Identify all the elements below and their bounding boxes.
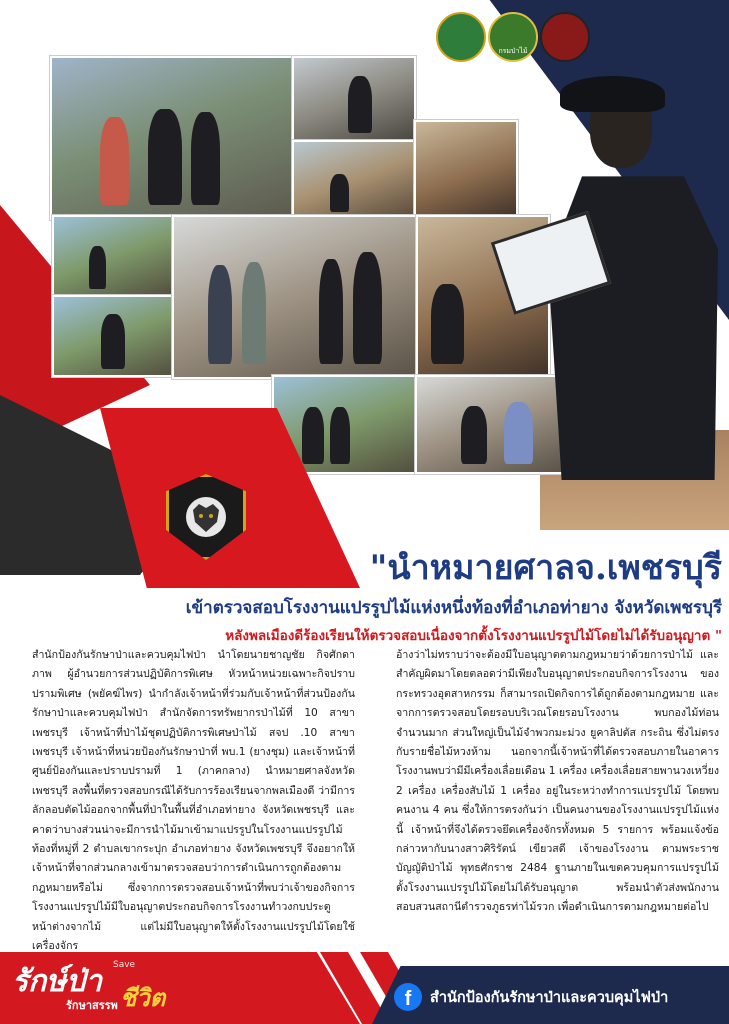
photo-timber-pile [414, 120, 518, 220]
red-subtitle: หลังพลเมืองดีร้องเรียนให้ตรวจสอบเนื่องจากตั้งโรงงานแปรรูปไม้โดยไม่ได้รับอนุญาต " [225, 628, 722, 644]
brand-life-text: ชีวิต [120, 983, 166, 1012]
photo-officers-meeting [292, 56, 416, 142]
article-column-left [32, 646, 355, 957]
subheadline: เข้าตรวจสอบโรงงานแปรรูปไม้แห่งหนึ่งท้องที่อำเภอท่ายาง จังหวัดเพชรบุรี [185, 598, 722, 618]
photo-document-signing [415, 375, 564, 474]
photo-logs-yard [52, 215, 174, 297]
photo-officers-field [50, 56, 294, 220]
logo2-label: กรมป่าไม้ [498, 46, 528, 55]
article-column-right [396, 646, 719, 918]
officer-cap [560, 76, 665, 112]
article-paragraph-right: อ้างว่าไม่ทราบว่าจะต้องมีใบอนุญาตตามกฎหมายว่าด้วยการป่าไม้ และสำคัญผิดมาโดยตลอดว่ามีเพียงใบอนุญาตประกอบกิจการโรงงาน ของกระทรวงอุตสาหกรรม ก็สามารถเปิดกิจการได้ถูกต้องตามกฎหมาย และจากการตรวจสอบโดยรอบบริเวณโดยรอบโรงงาน พบกองไม้ท่อนจำนวนมาก ส่วนใหญ่เป็นไม้จำพวกมะม่วง ยูคาลิปตัส กระถิน ซึ่งไม่ตรงกับรายชื่อไม้หวงห้าม นอกจากนี้เจ้าหน้าที่ได้ตรวจสอบภายในอาคารโรงงานพบว่ามีมีเครื่องเลื่อยเดือน 1 เครื่อง เครื่องเลื่อยสายพานวงเหวี่ยง 2 เครื่อง เครื่องสับไม้ 1 เครื่อง อยู่ในระหว่างทำการแปรรูปไม้ โดยพบคนงาน 4 คน ซึ่งให้การตรงกันว่า เป็นคนงานของโรงงานแปรรูปไม้แห่งนี้ เจ้าหน้าที่จึงได้ตรวจยึดเครื่องจักรทั้งหมด 5 รายการ พร้อมแจ้งข้อกล่าวหากับนางสาวศิริรัตน์ เขียวสดี เจ้าของโรงงาน ตามพระราชบัญญัติป่าไม้ พุทธศักราช 2484 ฐานภายในเขตควบคุมการแปรรูปไม้ ตั้งโรงงานแปรรูปไม้โดยไม่ได้รับอนุญาต พร้อมนำตัวส่งพนักงานสอบสวนสถานีตำรวจภูธรท่าไม้รวก เพื่อดำเนินการตามกฎหมายต่อไป [396, 649, 719, 914]
brand-logo-text: รักษ์ป่า [12, 964, 102, 999]
forest-department-logo [488, 12, 538, 62]
facebook-page-name[interactable]: สำนักป้องกันรักษาป่าและควบคุมไฟป่า [430, 990, 669, 1006]
brand-sub-text: รักษาสรรพ [66, 999, 118, 1012]
photo-group-interview [172, 215, 418, 379]
royal-emblem-logo [436, 12, 486, 62]
brand-save-text: Save [113, 960, 136, 970]
facebook-icon[interactable] [394, 983, 422, 1011]
facebook-icon-letter: f [404, 988, 412, 1010]
officer-figure [548, 150, 718, 480]
photo-officers-table [292, 140, 416, 220]
article-paragraph-left: สำนักป้องกันรักษาป่าและควบคุมไฟป่า นำโดยนายชาญชัย กิจศักดาภาพ ผู้อำนวยการส่วนปฏิบัติการพิเศษ หัวหน้าหน่วยเฉพาะกิจปราบปรามพิเศษ (พยัคฆ์ไพร) นำกำลังเจ้าหน้าที่ร่วมกับเจ้าหน้าที่ส่วนป้องกันรักษาป่าและควบคุมไฟป่า สำนักจัดการทรัพยากรป่าไม้ที่ 10 สาขาเพชรบุรี เจ้าหน้าที่ป่าไม้ชุดปฏิบัติการพิเศษป่าไม้ สจป .10 สาขาเพชรบุรี เจ้าหน้าที่หน่วยป้องกันรักษาป่าที่ พบ.1 (ยางชุม) และเจ้าหน้าที่ศูนย์ป้องกันและปราบปรามที่ 1 (ภาคกลาง) นำหมายศาลจังหวัดเพชรบุรี ลงพื้นที่ตรวจสอบกรณีได้รับการร้องเรียนจากพลเมืองดี ว่ามีการลักลอบตัดไม้ออกจากพื้นที่ป่าในพื้นที่อำเภอท่ายาง จังหวัดเพชรบุรี และคาดว่าบางส่วนน่าจะมีการนำไม้มาเข้ามาแปรรูปในโรงงานแปรรูปไม้ท้องที่หมู่ที่ 2 ตำบลเขากระปุก อำเภอท่ายาง จังหวัดเพชรบุรี จึงอยากให้เจ้าหน้าที่จากส่วนกลางเข้ามาตรวจสอบว่าการดำเนินการถูกต้องตามกฎหมายหรือไม่ ซึ่งจากการตรวจสอบเจ้าหน้าที่พบว่าเจ้าของกิจการโรงงานแปรรูปไม้มีใบอนุญาตประกอบกิจการโรงงานทำวงกบประตู หน้าต่างจากไม้ แต่ไม่มีใบอนุญาตให้ตั้งโรงงานแปรรูปไม้โดยใช้เครื่องจักร [32, 649, 355, 953]
headline: "นำหมายศาลจ.เพชรบุรี [369, 548, 722, 588]
unit-logo [540, 12, 590, 62]
photo-officer-with-worker [52, 295, 174, 377]
